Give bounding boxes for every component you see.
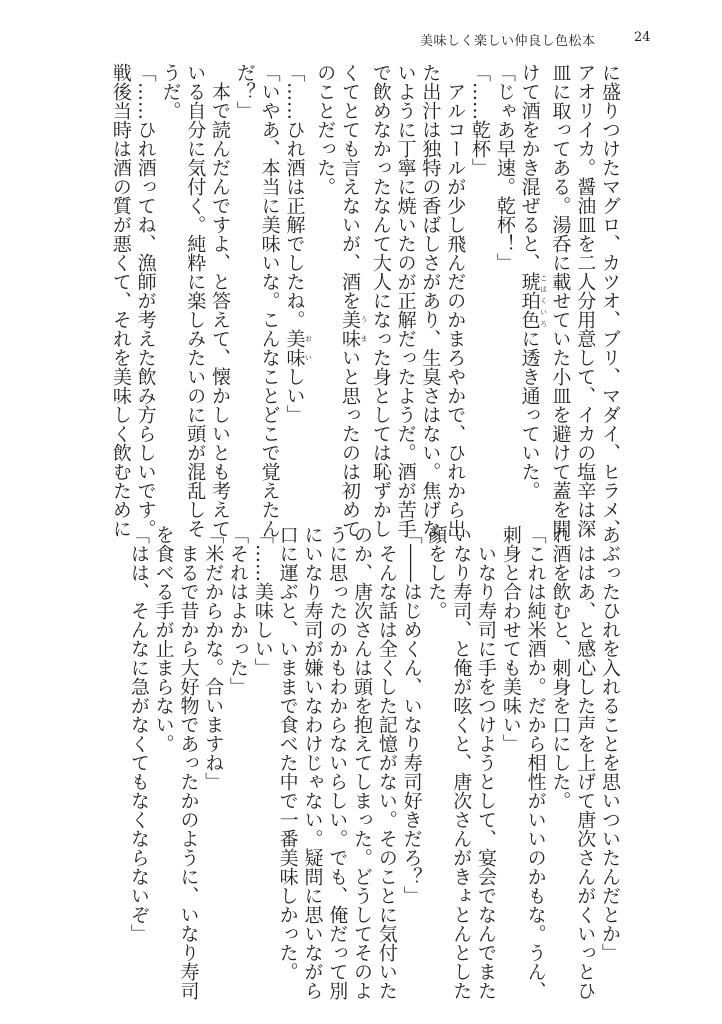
text-column xyxy=(374,525,399,1000)
text-segment: そんな話は全くした記憶がない。そのことに気付いた xyxy=(375,525,398,1000)
text-segment: ははあ、と感心した声を上げて唐次さんがくいっとひ xyxy=(574,525,597,1000)
text-segment: 「いやあ、本当に美味いな。こんなことどこで覚えたん xyxy=(258,63,281,538)
text-column xyxy=(257,63,282,538)
text-column xyxy=(282,63,313,488)
text-segment: アオリイカ。醤油皿を二人分用意して、イカの塩辛は深 xyxy=(574,63,597,538)
text-segment: いと思ったのは初めて xyxy=(339,348,362,538)
text-segment: いように丁寧に焼いたのが正解だったようだ。酒が苦手 xyxy=(394,63,417,538)
ruby-annotated-word xyxy=(518,272,548,329)
text-column xyxy=(467,63,492,488)
ruby-annotated-word xyxy=(283,329,313,367)
text-segment: 「……ひれ酒は正解でしたね。 xyxy=(283,63,306,329)
text-segment: 「……乾杯」 xyxy=(469,63,492,177)
text-column xyxy=(337,63,369,538)
text-segment: 「――はじめくん、いなり寿司好きだろ？」 xyxy=(400,525,423,905)
text-segment: で飲めなかったなんて大人になった身としては恥ずかし xyxy=(369,63,392,538)
text-segment: くてとても言えないが、酒を xyxy=(339,63,362,310)
text-column xyxy=(151,525,176,950)
text-column xyxy=(312,63,337,488)
text-segment: うだ。 xyxy=(159,63,182,120)
text-block-bottom xyxy=(122,525,622,1000)
text-column xyxy=(300,525,325,1000)
text-segment: あぶったひれを入れることを思いついたんだとか」 xyxy=(599,525,621,962)
text-segment: れ酒を飲むと、刺身を口にした。 xyxy=(549,525,572,810)
text-segment: に盛りつけたマグロ、カツオ、ブリ、マダイ、ヒラメ、 xyxy=(599,63,621,538)
ruby-reading: こはくいろ xyxy=(539,272,548,329)
text-column xyxy=(572,525,597,1000)
text-column xyxy=(498,525,523,950)
text-column xyxy=(232,63,257,488)
ruby-base: 美味 xyxy=(283,329,306,367)
text-column xyxy=(207,63,232,538)
text-column xyxy=(158,63,183,488)
text-segment: 「はは、そんなに急がなくてもなくならないぞ」 xyxy=(127,525,150,943)
text-segment: 「それはよかった」 xyxy=(227,525,250,696)
ruby-base: 琥珀色 xyxy=(518,272,541,329)
text-column xyxy=(368,63,393,538)
text-column xyxy=(349,525,374,1000)
text-segment: まるで昔から大好物であったかのように、いなり寿司 xyxy=(177,525,200,1000)
text-segment: うに思ったのかもわからないらしい。でも、俺だって別 xyxy=(326,525,349,1000)
text-column xyxy=(572,63,597,538)
text-column xyxy=(126,525,151,950)
page-number: 24 xyxy=(634,30,651,45)
ruby-reading: おい xyxy=(304,329,313,367)
text-block-top xyxy=(109,63,622,538)
text-column xyxy=(393,63,418,538)
text-column xyxy=(597,63,622,538)
text-column xyxy=(200,525,225,950)
text-column xyxy=(418,63,443,538)
text-segment: 皿に取ってある。湯呑に載せていた小皿を避けて蓋を開 xyxy=(549,63,572,538)
text-segment: 「これは純米酒か。だから相性がいいのかもな。うん、 xyxy=(524,525,547,1000)
text-column xyxy=(133,63,158,538)
running-head-title: 美味しく楽しい仲良し色松本 xyxy=(420,34,596,49)
text-segment: 「……ひれ酒ってね、漁師が考えた飲み方らしいです。 xyxy=(134,63,157,538)
text-segment: のか、唐次さんは頭を抱えてしまった。どうしてそのよ xyxy=(351,525,374,1000)
text-column xyxy=(597,525,622,962)
text-segment: を食べる手が止まらない。 xyxy=(152,525,175,753)
text-column xyxy=(523,525,548,1000)
text-segment: た出汁は独特の香ばしさがあり、生臭さはない。焦げな xyxy=(419,63,442,538)
text-column xyxy=(182,63,207,538)
ruby-annotated-word xyxy=(339,310,369,348)
text-segment: アルコールが少し飛んだのかまろやかで、ひれから出 xyxy=(444,63,467,538)
text-column xyxy=(399,525,424,950)
text-column xyxy=(448,525,473,1000)
text-column xyxy=(324,525,349,1000)
text-segment: 本で読んだんですよ、と答えて、懐かしいとも考えて xyxy=(209,63,232,538)
text-column xyxy=(473,525,498,1000)
text-segment: いる自分に気付く。純粋に楽しみたいのに頭が混乱しそ xyxy=(184,63,207,538)
text-column xyxy=(442,63,467,538)
text-column xyxy=(225,525,250,950)
text-segment: 戦後当時は酒の質が悪くて、それを美味しく飲むために xyxy=(109,63,132,538)
text-segment: 「……美味しい」 xyxy=(251,525,274,677)
text-segment: 「じゃあ早速。乾杯！」 xyxy=(493,63,516,272)
text-column xyxy=(517,63,548,500)
text-segment: のことだった。 xyxy=(314,63,337,196)
ruby-reading: うま xyxy=(360,310,369,348)
text-segment: 顔をした。 xyxy=(425,525,448,620)
text-column xyxy=(108,63,133,538)
text-column xyxy=(492,63,517,488)
text-column xyxy=(424,525,449,950)
text-column xyxy=(275,525,300,981)
text-segment: に透き通っていた。 xyxy=(518,329,541,500)
text-segment: しい」 xyxy=(283,367,306,424)
text-column xyxy=(548,63,573,538)
text-column xyxy=(176,525,201,1000)
text-segment: けて酒をかき混ぜると、 xyxy=(518,63,541,272)
text-segment: 刺身と合わせても美味い」 xyxy=(499,525,522,753)
text-segment: いなり寿司、と俺が呟くと、唐次さんがきょとんとした xyxy=(450,525,473,1000)
text-segment: にいなり寿司が嫌いなわけじゃない。疑問に思いながら xyxy=(301,525,324,1000)
text-segment: だ？」 xyxy=(233,63,256,120)
text-segment: 「米だからかな。合いますね」 xyxy=(202,525,225,791)
text-segment: 口に運ぶと、いままで食べた中で一番美味しかった。 xyxy=(276,525,299,981)
text-column xyxy=(548,525,573,950)
text-column xyxy=(250,525,275,950)
ruby-base: 美味 xyxy=(339,310,362,348)
text-segment: いなり寿司に手をつけようとして、宴会でなんでまた xyxy=(475,525,498,1000)
